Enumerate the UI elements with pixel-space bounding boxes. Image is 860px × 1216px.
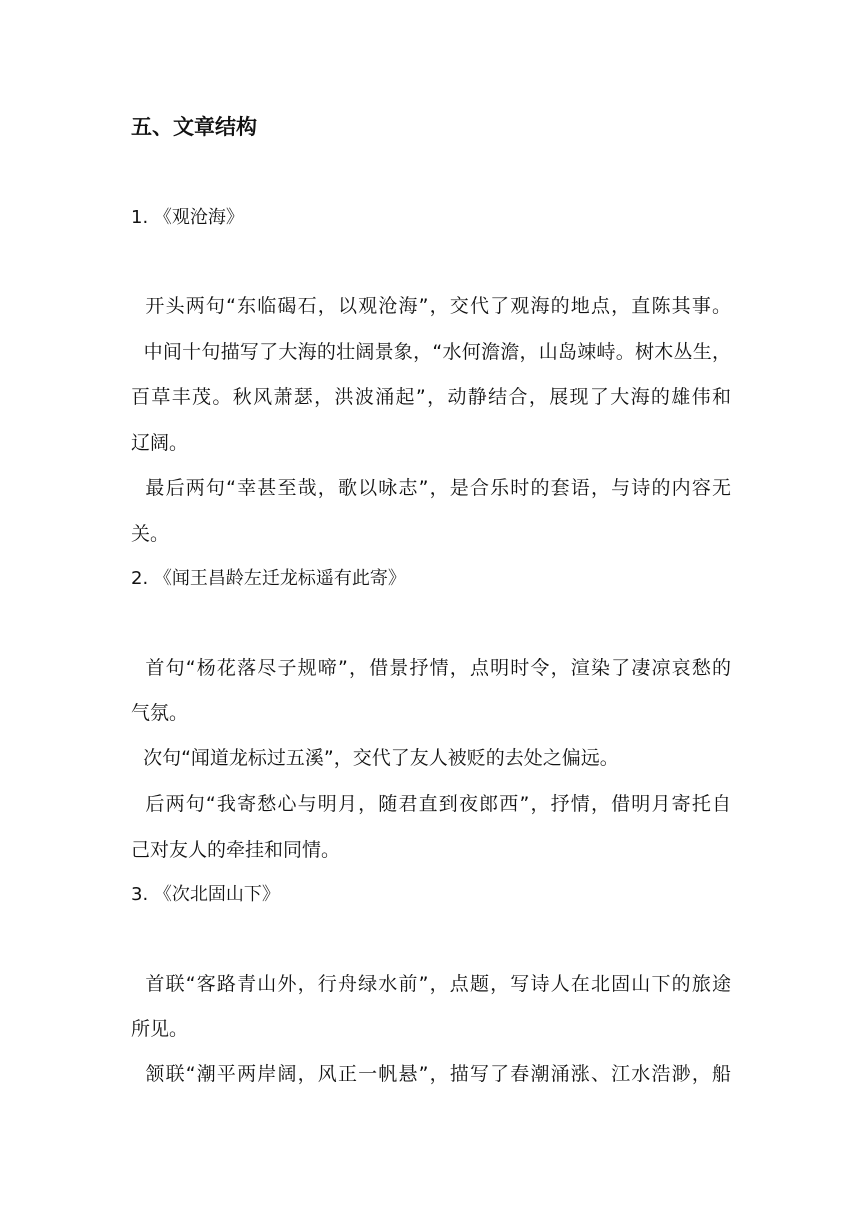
poem-title-3: 3. 《次北固山下》 xyxy=(131,884,280,905)
poem-title-2: 2. 《闻王昌龄左迁龙标遥有此寄》 xyxy=(131,568,406,589)
paragraph-line: 颔联“潮平两岸阔，风正一帆悬”，描写了春潮涌涨、江水浩渺，船 xyxy=(131,1063,731,1085)
paragraph-line: 气氛。 xyxy=(131,702,189,724)
poem-title-1: 1. 《观沧海》 xyxy=(131,207,244,228)
paragraph-line: 首句“杨花落尽子规啼”，借景抒情，点明时令，渲染了凄凉哀愁的 xyxy=(131,657,731,679)
paragraph-line: 开头两句“东临碣石，以观沧海”，交代了观海的地点，直陈其事。 xyxy=(131,295,731,317)
paragraph-line: 辽阔。 xyxy=(131,432,189,454)
paragraph-line: 后两句“我寄愁心与明月，随君直到夜郎西”，抒情，借明月寄托自 xyxy=(131,793,731,815)
paragraph-line: 关。 xyxy=(131,523,170,545)
paragraph-line: 所见。 xyxy=(131,1018,189,1040)
paragraph-line: 首联“客路青山外，行舟绿水前”，点题，写诗人在北固山下的旅途 xyxy=(131,973,731,995)
paragraph-line: 己对友人的牵挂和同情。 xyxy=(131,839,341,861)
paragraph-line: 中间十句描写了大海的壮阔景象，“水何澹澹，山岛竦峙。树木丛生， xyxy=(131,341,731,363)
section-heading: 五、文章结构 xyxy=(131,115,257,139)
paragraph-line: 次句“闻道龙标过五溪”，交代了友人被贬的去处之偏远。 xyxy=(131,747,619,769)
paragraph-line: 百草丰茂。秋风萧瑟，洪波涌起”，动静结合，展现了大海的雄伟和 xyxy=(131,386,731,408)
paragraph-line: 最后两句“幸甚至哉，歌以咏志”，是合乐时的套语，与诗的内容无 xyxy=(131,477,731,499)
